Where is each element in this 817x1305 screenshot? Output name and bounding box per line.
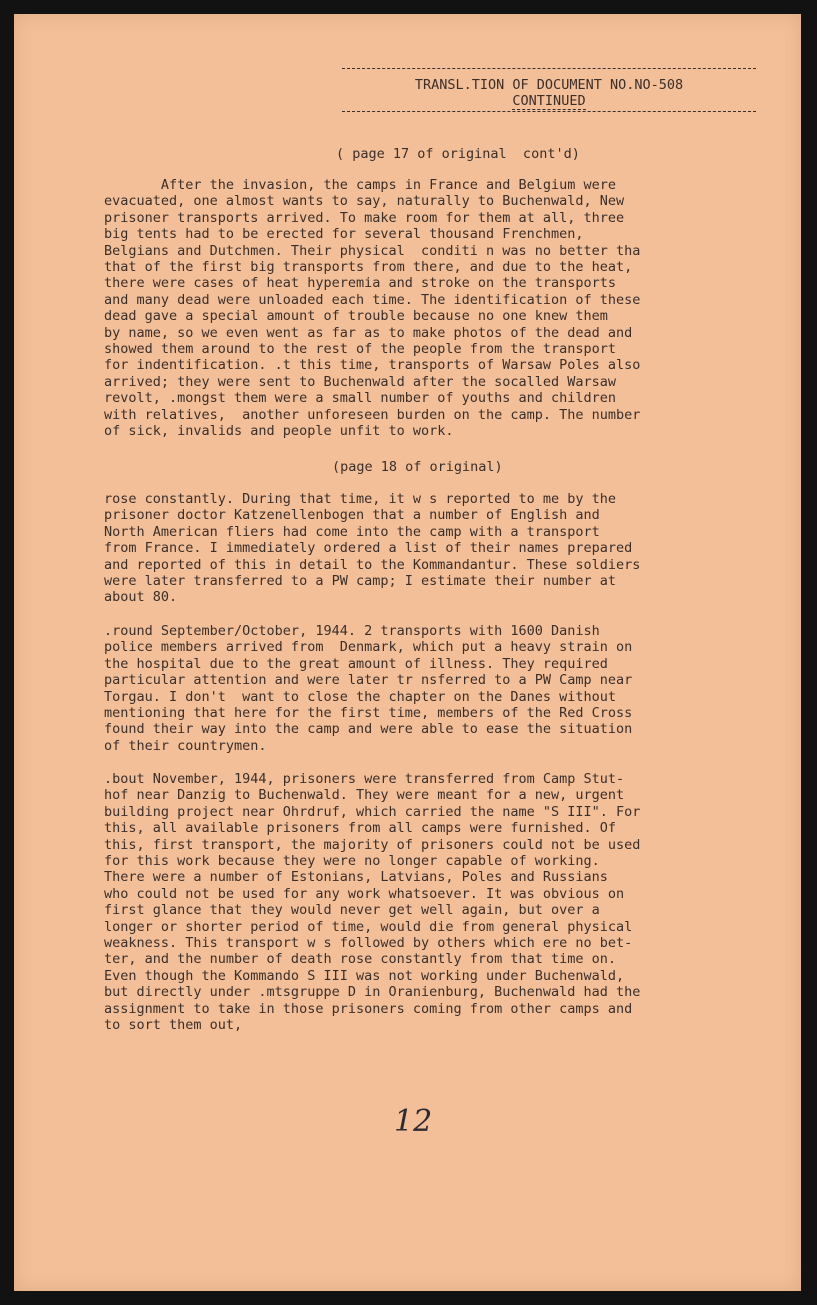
header-subtitle-text: CONTINUED xyxy=(512,93,586,109)
document-page xyxy=(14,14,801,1291)
paragraph-line: who could not be used for any work whatsoever. It was obvious on xyxy=(104,885,625,902)
handwritten-page-number: 12 xyxy=(394,1104,433,1139)
paragraph-line: After the invasion, the camps in France and Belgium were xyxy=(104,177,617,193)
paragraph-line: dead gave a special amount of trouble because no one knew them xyxy=(104,308,608,325)
paragraph-line: for this work because they were no longer capable of working. xyxy=(104,853,600,870)
header-top-rule xyxy=(342,68,756,69)
paragraph-line: this, first transport, the majority of prisoners could not be used xyxy=(104,836,641,853)
paragraph-line: showed them around to the rest of the people from the transport xyxy=(104,341,617,358)
paragraph-line: mentioning that here for the first time, members of the Red Cross xyxy=(104,705,633,722)
paragraph-line: weakness. This transport w s followed by others which ere no bet- xyxy=(104,935,633,952)
page-reference-18: (page 18 of original) xyxy=(332,459,503,475)
paragraph-line: the hospital due to the great amount of illness. They required xyxy=(104,655,608,672)
paragraph-invasion xyxy=(104,177,760,440)
paragraph-line: big tents had to be erected for several thousand Frenchmen, xyxy=(104,226,584,243)
paragraph-line: Belgians and Dutchmen. Their physical conditi n was no better tha xyxy=(104,242,641,259)
paragraph-line: evacuated, one almost wants to say, naturally to Buchenwald, New xyxy=(104,193,625,210)
paragraph-line: prisoner doctor Katzenellenbogen that a number of English and xyxy=(104,507,600,524)
paragraph-line: hof near Danzig to Buchenwald. They were meant for a new, urgent xyxy=(104,787,625,804)
paragraph-line: found their way into the camp and were able to ease the situation xyxy=(104,721,633,738)
paragraph-line: first glance that they would never get well again, but over a xyxy=(104,902,600,919)
header-subtitle xyxy=(342,93,756,109)
paragraph-line: Even though the Kommando S III was not working under Buchenwald, xyxy=(104,967,625,984)
paragraph-line: of sick, invalids and people unfit to work. xyxy=(104,423,454,440)
paragraph-line: police members arrived from Denmark, which put a heavy strain on xyxy=(104,639,633,656)
paragraph-line: particular attention and were later tr nsferred to a PW Camp near xyxy=(104,672,633,689)
paragraph-danes xyxy=(104,623,760,754)
paragraph-line: of their countrymen. xyxy=(104,737,267,754)
paragraph-line: rose constantly. During that time, it w s reported to me by the xyxy=(104,491,617,507)
paragraph-line: There were a number of Estonians, Latvians, Poles and Russians xyxy=(104,869,608,886)
paragraph-line: that of the first big transports from there, and due to the heat, xyxy=(104,259,633,276)
paragraph-line: North American fliers had come into the camp with a transport xyxy=(104,523,600,540)
paragraph-line: there were cases of heat hyperemia and stroke on the transports xyxy=(104,275,617,292)
paragraph-line: arrived; they were sent to Buchenwald after the socalled Warsaw xyxy=(104,373,617,390)
header-title: TRANSL.TION OF DOCUMENT NO.NO-508 xyxy=(414,77,684,93)
paragraph-line: about 80. xyxy=(104,589,178,606)
page-reference-17: ( page 17 of original cont'd) xyxy=(336,146,580,162)
paragraph-line: assignment to take in those prisoners coming from other camps and xyxy=(104,1000,633,1017)
paragraph-line: Torgau. I don't want to close the chapter on the Danes without xyxy=(104,688,617,705)
paragraph-fliers xyxy=(104,491,760,606)
paragraph-line: .round September/October, 1944. 2 transports with 1600 Danish xyxy=(104,623,600,639)
document-header xyxy=(342,68,756,112)
header-bottom-rule xyxy=(342,111,756,112)
paragraph-line: this, all available prisoners from all camps were furnished. Of xyxy=(104,820,617,837)
paragraph-line: from France. I immediately ordered a list of their names prepared xyxy=(104,540,633,557)
paragraph-line: were later transferred to a PW camp; I estimate their number at xyxy=(104,573,617,590)
paragraph-line: to sort them out, xyxy=(104,1017,243,1034)
paragraph-line: revolt, .mongst them were a small number of youths and children xyxy=(104,390,617,407)
paragraph-line: ter, and the number of death rose constantly from that time on. xyxy=(104,951,617,968)
paragraph-line: building project near Ohrdruf, which carried the name "S III". For xyxy=(104,803,641,820)
paragraph-line: prisoner transports arrived. To make room for them at all, three xyxy=(104,209,625,226)
paragraph-stutthof xyxy=(104,771,760,1034)
paragraph-line: longer or shorter period of time, would die from general physical xyxy=(104,918,633,935)
paragraph-line: but directly under .mtsgruppe D in Oranienburg, Buchenwald had the xyxy=(104,984,641,1001)
paragraph-line: .bout November, 1944, prisoners were transferred from Camp Stut- xyxy=(104,771,625,787)
paragraph-line: for indentification. .t this time, transports of Warsaw Poles also xyxy=(104,357,641,374)
paragraph-line: and reported of this in detail to the Kommandantur. These soldiers xyxy=(104,556,641,573)
paragraph-line: by name, so we even went as far as to make photos of the dead and xyxy=(104,324,633,341)
paragraph-line: and many dead were unloaded each time. The identification of these xyxy=(104,291,641,308)
paragraph-line: with relatives, another unforeseen burden on the camp. The number xyxy=(104,406,641,423)
